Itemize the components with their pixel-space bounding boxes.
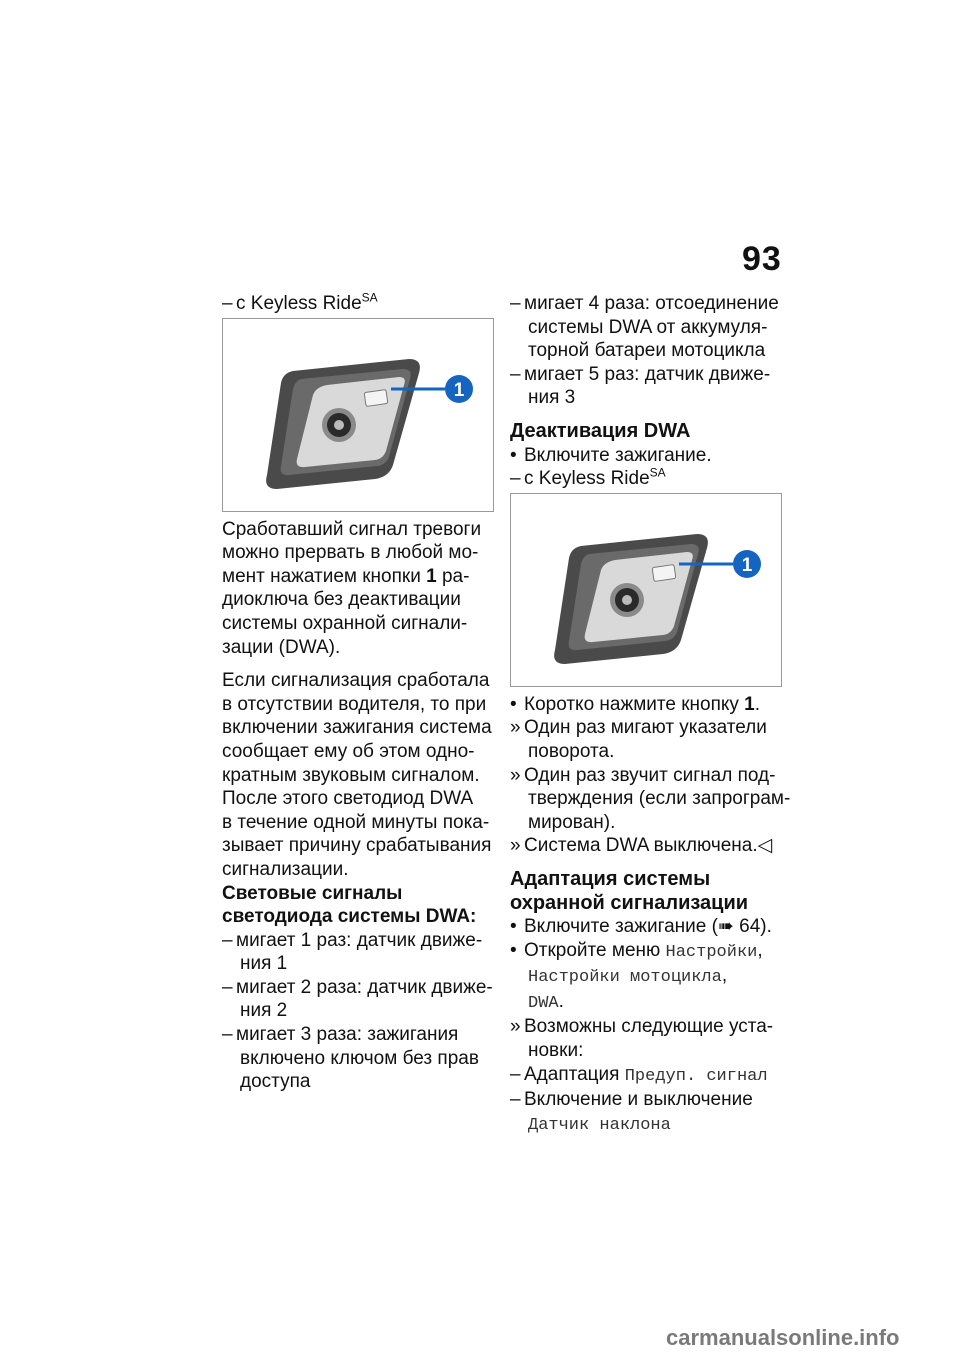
- result-text: Один раз звучит сигнал под-: [524, 764, 776, 786]
- text-line: зации (DWA).: [222, 636, 341, 658]
- text-line: можно прервать в любой мо-: [222, 542, 479, 564]
- text-line: кратным звуковым сигналом.: [222, 764, 480, 786]
- result-marker: »: [510, 835, 521, 857]
- text-line: в отсутствии водителя, то при: [222, 693, 487, 715]
- result-text: тверждения (если запрограм-: [528, 788, 791, 810]
- key-fob-figure: [510, 493, 782, 687]
- item-text: мигает 2 раза: датчик движе-: [236, 976, 493, 998]
- led-item: [510, 292, 782, 363]
- dash-marker: –: [222, 929, 233, 951]
- adaptation-heading: [510, 868, 782, 915]
- callout-number: 1: [453, 379, 465, 401]
- text-span: мент нажатием кнопки: [222, 565, 427, 587]
- item-text: доступа: [240, 1071, 311, 1093]
- result-text: Возможны следующие уста-: [524, 1016, 774, 1038]
- page-ref-link[interactable]: 64: [739, 916, 761, 938]
- item-text: мигает 5 раз: датчик движе-: [524, 363, 771, 385]
- result-text: Один раз мигают указатели: [524, 717, 767, 739]
- option-item: [510, 1063, 782, 1089]
- text-span: ра-: [436, 565, 470, 587]
- result-text: поворота.: [528, 740, 615, 762]
- item-text: торной батареи мотоцикла: [528, 340, 766, 362]
- text-line: Сработавший сигнал тревоги: [222, 518, 482, 540]
- result-marker: »: [510, 764, 521, 786]
- keyless-label: с Keyless Ride: [524, 468, 650, 490]
- button-ref: 1: [744, 693, 755, 715]
- sa-superscript: SA: [361, 290, 378, 305]
- result-text: новки:: [528, 1040, 584, 1062]
- item-text: включено ключом без прав: [240, 1047, 479, 1069]
- text-line: [222, 565, 494, 589]
- menu-name: Предуп. сигнал: [624, 1066, 768, 1086]
- menu-name: Настройки мотоцикла: [528, 968, 722, 988]
- menu-name: Настройки: [665, 942, 758, 962]
- step-open-menu: • Откройте меню Настройки, Настройки мотоцикла, DWA.: [510, 939, 763, 1013]
- text-line: системы охранной сигнали-: [222, 612, 468, 634]
- text-line: зывает причину срабатывания: [222, 835, 492, 857]
- option-item: [510, 1088, 782, 1137]
- item-text: мигает 4 раза: отсоединение: [524, 293, 779, 314]
- result-marker: »: [510, 717, 521, 739]
- dash-marker: –: [510, 1089, 521, 1111]
- led-item: [222, 929, 494, 976]
- keyless-label: с Keyless Ride: [236, 293, 362, 314]
- key-fob-illustration: [554, 534, 708, 664]
- deactivation-heading: Деактивация DWA: [510, 419, 691, 442]
- dash-marker: –: [222, 1024, 233, 1046]
- paragraph-alarm-interrupt: [222, 518, 494, 660]
- menu-name: DWA: [528, 993, 559, 1013]
- heading-line: Адаптация системы: [510, 867, 711, 890]
- heading-line: охранной сигнализации: [510, 891, 749, 914]
- step-text: Коротко нажмите кнопку: [524, 693, 745, 715]
- text-line: После этого светодиод DWA: [222, 788, 474, 810]
- key-fob-illustration: [266, 359, 420, 489]
- button-ref: 1: [426, 565, 437, 587]
- keyless-condition: [222, 292, 494, 316]
- sa-superscript: SA: [649, 465, 666, 480]
- result-item: [510, 716, 782, 763]
- step-text: ).: [760, 916, 772, 938]
- callout-number: 1: [741, 554, 753, 576]
- result-marker: »: [510, 1016, 521, 1038]
- dash-marker: –: [222, 293, 233, 314]
- step-ignition: [510, 444, 782, 468]
- step-text: Откройте меню: [524, 939, 666, 961]
- paragraph-alarm-report: [222, 669, 494, 881]
- result-item: [510, 834, 782, 858]
- text-line: диоключа без деактивации: [222, 589, 461, 611]
- led-item: [222, 1023, 494, 1094]
- bullet-marker: •: [510, 939, 517, 961]
- text-line: сигнализации.: [222, 858, 349, 880]
- bullet-marker: •: [510, 693, 517, 715]
- left-column: [222, 292, 494, 1094]
- page-ref-arrow-icon: ➠: [717, 916, 734, 938]
- result-item: [510, 764, 791, 835]
- dash-marker: –: [510, 363, 521, 385]
- end-of-section-icon: ◁: [757, 835, 773, 857]
- bullet-marker: •: [510, 916, 517, 938]
- dash-marker: –: [510, 293, 521, 314]
- result-text: Система DWA выключена.: [524, 835, 758, 857]
- text-line: включении зажигания система: [222, 717, 492, 739]
- step-text: Включите зажигание (: [524, 916, 718, 938]
- step-ignition-ref: [510, 915, 782, 939]
- page-number: 93: [742, 240, 782, 278]
- menu-name: Датчик наклона: [528, 1115, 671, 1135]
- result-text: мирован).: [528, 811, 616, 833]
- heading-line: Световые сигналы: [222, 882, 403, 904]
- item-text: мигает 3 раза: зажигания: [236, 1024, 459, 1046]
- led-signals-heading: [222, 882, 494, 929]
- text-line: в течение одной минуты пока-: [222, 811, 490, 833]
- step-text: Включите зажигание.: [524, 444, 712, 466]
- option-text: Включение и выключение: [524, 1089, 753, 1111]
- key-fob-figure: [222, 318, 494, 512]
- text-line: Если сигнализация сработала: [222, 670, 490, 692]
- step-press-button: [510, 693, 782, 717]
- keyless-condition: [510, 467, 782, 491]
- dash-marker: –: [510, 1063, 521, 1085]
- step-text: .: [754, 693, 761, 715]
- right-column: [510, 292, 791, 1137]
- text-line: сообщает ему об этом одно-: [222, 740, 475, 762]
- item-text: ния 1: [240, 953, 288, 975]
- item-text: мигает 1 раз: датчик движе-: [236, 929, 483, 951]
- item-text: ния 3: [528, 387, 576, 409]
- item-text: ния 2: [240, 1000, 288, 1022]
- bullet-marker: •: [510, 444, 517, 466]
- dash-marker: –: [510, 468, 521, 490]
- footer-watermark: carmanualsonline.info: [666, 1325, 900, 1350]
- option-text: Адаптация: [524, 1063, 625, 1085]
- item-text: системы DWA от аккумуля-: [528, 316, 768, 338]
- heading-line: светодиода системы DWA:: [222, 906, 477, 928]
- result-item: [510, 1015, 782, 1062]
- led-item: [510, 363, 782, 410]
- dash-marker: –: [222, 976, 233, 998]
- led-item: [222, 976, 494, 1023]
